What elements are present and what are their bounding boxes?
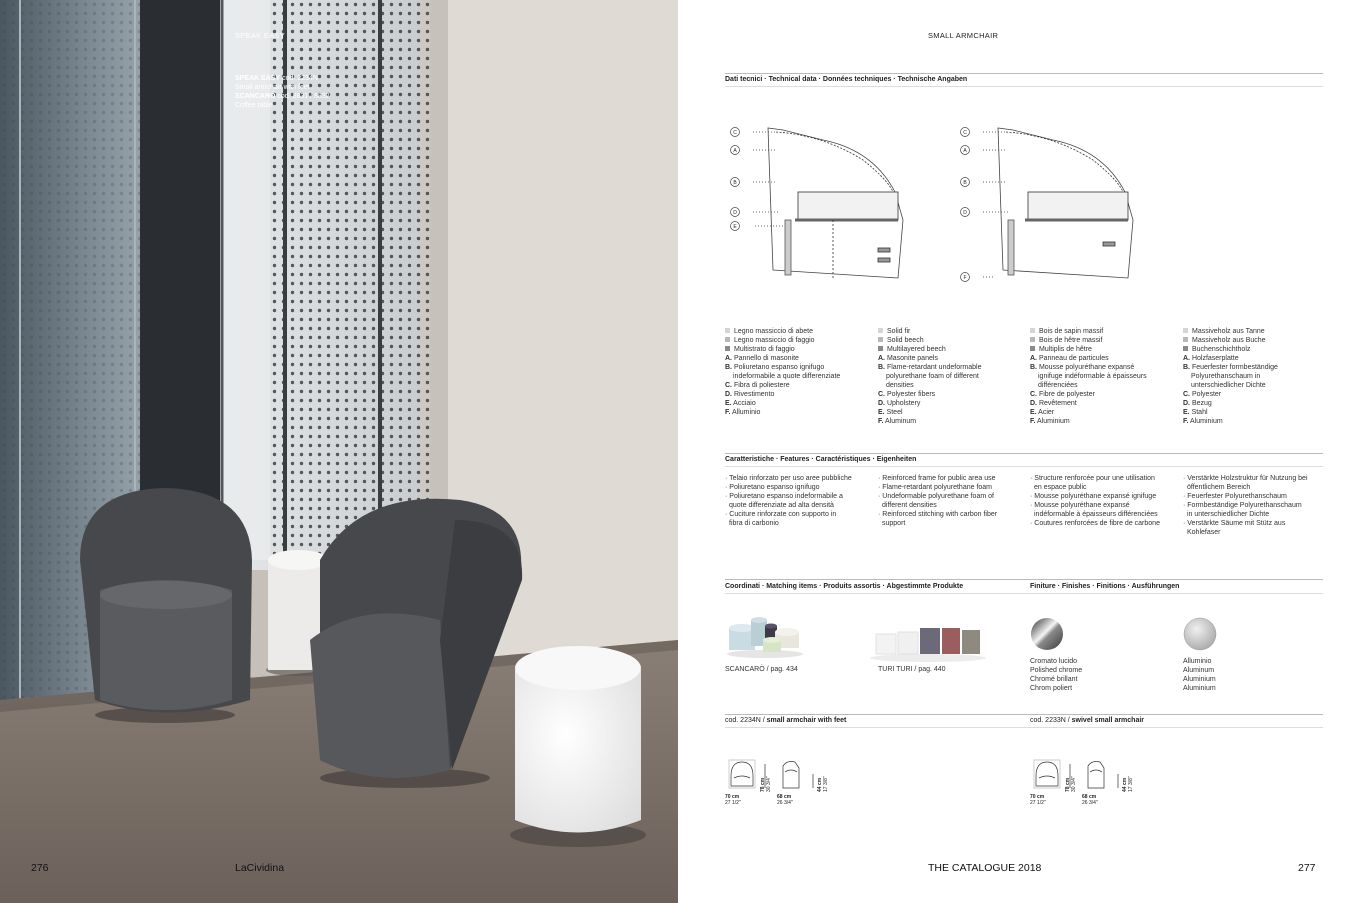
material-label: Legno massiccio di abete [734, 328, 813, 335]
marker-b-right: B [963, 180, 967, 186]
feature-line-cont: quote differenziate ad alta densità [729, 502, 834, 509]
material-key: E. [878, 409, 885, 416]
dim-seat-cm: 44 cm [817, 777, 823, 792]
feature-item: · Flame-retardant polyurethane foam [878, 484, 992, 491]
material-label: Multilayered beech [887, 346, 946, 353]
material-wood-item [1183, 336, 1328, 345]
material-label: Flame-retardant undeformable [885, 364, 982, 371]
materials-en [878, 327, 1023, 426]
photo-caption [235, 74, 330, 110]
dim-width-2234n [725, 794, 741, 806]
dim-width-in: 27 1/2" [1030, 800, 1046, 806]
material-key: A. [1183, 355, 1190, 362]
divider [725, 466, 1323, 467]
feature-line-cont: Kohlefaser [1187, 529, 1221, 536]
dim-height-in: 30 3/4" [766, 776, 772, 792]
material-key: F. [1030, 418, 1036, 425]
feature-item: · Feuerfester Polyurethanschaum [1183, 493, 1287, 500]
material-label: Mousse polyuréthane expansé [1037, 364, 1135, 371]
finish-chrome-de: Chrom poliert [1030, 685, 1073, 692]
feature-item: · Reinforced frame for public area use [878, 475, 996, 482]
feature-item: · Mousse polyuréthane expansé [1030, 502, 1130, 509]
material-label: Fibre de polyester [1037, 391, 1095, 398]
material-item [725, 363, 870, 372]
features-title: Caratteristiche · Features · Caractéristiques · Eigenheiten [725, 456, 917, 463]
code-2233n-name: swivel small armchair [1071, 717, 1145, 724]
feature-line-cont: indéformable à épaisseurs différenciées [1034, 511, 1158, 518]
material-line-cont: Polyurethanschaum in [1191, 373, 1261, 380]
material-line-cont: unterschiedlicher Dichte [1191, 382, 1266, 389]
material-swatch [878, 328, 883, 333]
page-number-right: 277 [1298, 862, 1316, 874]
dim-seat-2233n [1122, 776, 1134, 792]
material-wood-item [878, 327, 1023, 336]
material-item [878, 417, 1023, 426]
material-label: Pannello di masonite [732, 355, 799, 362]
marker-a-right: A [963, 148, 967, 154]
material-key: D. [1183, 400, 1190, 407]
finish-alu-de: Aluminium [1183, 685, 1216, 692]
material-wood-item [725, 327, 870, 336]
material-line-cont: différenciées [1038, 382, 1078, 389]
feature-item: · Undeformable polyurethane foam of [878, 493, 994, 500]
finish-chrome-it: Cromato lucido [1030, 658, 1078, 665]
aluminum-swatch [1183, 617, 1217, 651]
dim-depth-cm: 68 cm [1082, 794, 1097, 800]
material-item [1030, 354, 1175, 363]
material-label: Alluminio [730, 409, 761, 416]
material-item [725, 381, 870, 390]
material-label: Multistrato di faggio [734, 346, 795, 353]
material-key: C. [878, 391, 885, 398]
material-label: Masonite panels [885, 355, 938, 362]
dim-width-cm: 70 cm [1030, 794, 1045, 800]
marker-a-left: A [733, 148, 737, 154]
material-item [1183, 354, 1328, 363]
material-swatch [1183, 337, 1188, 342]
material-wood-item [1030, 336, 1175, 345]
material-label: Bois de hêtre massif [1039, 337, 1103, 344]
dim-height-in: 30 3/4" [1071, 776, 1077, 792]
material-label: Holzfaserplatte [1190, 355, 1239, 362]
finish-aluminum-text [1183, 657, 1216, 693]
feature-item: · Poliuretano espanso ignifugo [725, 484, 820, 491]
feature-line-cont: support [882, 520, 906, 527]
feature-line-cont: öffentlichem Bereich [1187, 484, 1251, 491]
material-label: Acciaio [731, 400, 756, 407]
material-key: B. [1030, 364, 1037, 371]
material-wood-item [1030, 345, 1175, 354]
marker-e-left: E [733, 224, 737, 230]
material-item [878, 363, 1023, 372]
finish-chrome-fr: Chromé brillant [1030, 676, 1078, 683]
material-label: Upholstery [885, 400, 921, 407]
finishes-title: Finiture · Finishes · Finitions · Ausführungen [1030, 583, 1180, 590]
material-line-cont: densities [886, 382, 914, 389]
caption-product-name: SPEAK EASY [235, 75, 281, 82]
divider [725, 86, 1323, 87]
material-key: B. [1183, 364, 1190, 371]
material-line-cont: indeformabile a quote differenziate [733, 373, 841, 380]
dim-height-cm: 78 cm [760, 777, 766, 792]
matching-items-title: Coordinati · Matching items · Produits assortis · Abgestimmte Produkte [725, 583, 964, 590]
material-label: Solid beech [887, 337, 924, 344]
technical-data-title: Dati tecnici · Technical data · Données techniques · Technische Angaben [725, 76, 968, 83]
material-wood-item [725, 345, 870, 354]
material-item [1183, 408, 1328, 417]
material-line-cont: ignifuge indéformable à épaisseurs [1038, 373, 1147, 380]
features-de [1183, 474, 1308, 537]
material-key: C. [1183, 391, 1190, 398]
feature-item: · Cuciture rinforzate con supporto in [725, 511, 837, 518]
material-label: Revêtement [1037, 400, 1077, 407]
material-label: Polyester [1190, 391, 1222, 398]
divider [725, 593, 1323, 594]
dim-width-in: 27 1/2" [725, 800, 741, 806]
material-key: F. [1183, 418, 1189, 425]
material-swatch [725, 346, 730, 351]
code-2234n-label [725, 717, 846, 724]
feature-line-cont: different densities [882, 502, 937, 509]
material-item [1183, 399, 1328, 408]
material-swatch [725, 328, 730, 333]
feature-item: · Telaio rinforzato per uso aree pubbliche [725, 475, 852, 482]
feature-line-cont: in unterschiedlicher Dichte [1187, 511, 1270, 518]
page-number-left: 276 [31, 862, 49, 874]
material-item [1030, 363, 1175, 372]
finish-alu-it: Alluminio [1183, 658, 1212, 665]
section-drawing-left [753, 128, 903, 280]
spec-page [678, 0, 1355, 903]
dim-height-2233n [1065, 776, 1077, 792]
dim-seat-in: 17 3/8" [823, 776, 829, 792]
material-item [1183, 417, 1328, 426]
marker-c-left: C [733, 130, 737, 136]
catalogue-title: THE CATALOGUE 2018 [928, 862, 1042, 874]
feature-item: · Mousse polyuréthane expansé ignifuge [1030, 493, 1157, 500]
material-label: Aluminum [883, 418, 917, 425]
material-label: Fibra di poliestere [732, 382, 790, 389]
material-item [725, 354, 870, 363]
feature-item: · Reinforced stitching with carbon fiber [878, 511, 998, 518]
finish-alu-fr: Aluminium [1183, 676, 1216, 683]
features-fr [1030, 474, 1160, 528]
material-label: Polyester fibers [885, 391, 936, 398]
material-label: Multiplis de hêtre [1039, 346, 1092, 353]
material-key: E. [1030, 409, 1037, 416]
technical-drawings [723, 120, 1163, 290]
dim-depth-2234n [777, 794, 793, 806]
caption-table-desc: Coffee table [235, 102, 273, 109]
dim-depth-2233n [1082, 794, 1098, 806]
material-label: Feuerfester formbeständige [1190, 364, 1278, 371]
matching-item-scancaro: SCANCARÒ / pag. 434 [725, 666, 798, 673]
polished-chrome-swatch [1030, 617, 1064, 651]
material-key: C. [1030, 391, 1037, 398]
material-item [1030, 390, 1175, 399]
divider [725, 727, 1323, 728]
marker-d-left: D [733, 210, 737, 216]
dim-seat-cm: 44 cm [1122, 777, 1128, 792]
material-item [1183, 363, 1328, 372]
material-wood-item [1030, 327, 1175, 336]
material-label: Stahl [1189, 409, 1208, 416]
material-line-cont: polyurethane foam of different [886, 373, 979, 380]
material-label: Massiveholz aus Tanne [1192, 328, 1265, 335]
material-item [725, 390, 870, 399]
material-label: Aluminium [1188, 418, 1223, 425]
caption-product-code: cod. 2234N [280, 75, 318, 82]
material-wood-item [1183, 327, 1328, 336]
material-item [725, 399, 870, 408]
dim-seat-2234n [817, 776, 829, 792]
dim-depth-in: 26 3/4" [1082, 800, 1098, 806]
materials-it [725, 327, 870, 417]
dim-depth-in: 26 3/4" [777, 800, 793, 806]
material-swatch [878, 337, 883, 342]
dim-height-cm: 78 cm [1065, 777, 1071, 792]
material-key: B. [725, 364, 732, 371]
material-label: Panneau de particules [1037, 355, 1109, 362]
turi-turi-thumbnail [868, 620, 988, 662]
caption-table-name: SCANCARÒ [235, 93, 276, 100]
material-swatch [1030, 346, 1035, 351]
brand-name: LaCividina [235, 862, 285, 874]
dim-height-2234n [760, 776, 772, 792]
material-label: Aluminium [1035, 418, 1070, 425]
divider [725, 453, 1323, 454]
material-label: Buchenschichtholz [1192, 346, 1251, 353]
material-label: Poliuretano espanso ignifugo [732, 364, 825, 371]
materials-fr [1030, 327, 1175, 426]
caption-product-desc: Small armchair with feet [235, 84, 310, 91]
material-item [1183, 390, 1328, 399]
material-swatch [1030, 328, 1035, 333]
material-key: A. [878, 355, 885, 362]
feature-line-cont: en espace public [1034, 484, 1087, 491]
feature-item: · Poliuretano espanso indeformabile a [725, 493, 843, 500]
code-2233n: cod. 2233N / [1030, 717, 1072, 724]
material-label: Rivestimento [732, 391, 775, 398]
material-label: Bois de sapin massif [1039, 328, 1104, 335]
marker-f-right: F [963, 275, 967, 281]
scancaro-thumbnail [725, 610, 805, 660]
features-en [878, 474, 997, 528]
dim-depth-cm: 68 cm [777, 794, 792, 800]
material-label: Acier [1036, 409, 1055, 416]
finish-chrome-text [1030, 657, 1082, 693]
material-label: Solid fir [887, 328, 911, 335]
material-key: F. [725, 409, 731, 416]
divider [725, 579, 1323, 580]
marker-d-right: D [963, 210, 967, 216]
feature-item: · Structure renforcée pour une utilisation [1030, 475, 1155, 482]
material-swatch [878, 346, 883, 351]
material-swatch [1030, 337, 1035, 342]
material-key: A. [1030, 355, 1037, 362]
material-item [725, 408, 870, 417]
material-swatch [725, 337, 730, 342]
divider [725, 73, 1323, 74]
material-key: A. [725, 355, 732, 362]
material-label: Steel [884, 409, 903, 416]
dim-seat-in: 17 3/8" [1128, 776, 1134, 792]
feature-item: · Coutures renforcées de fibre de carbone [1030, 520, 1160, 527]
material-label: Legno massiccio di faggio [734, 337, 815, 344]
material-item [878, 399, 1023, 408]
feature-line-cont: fibra di carbonio [729, 520, 779, 527]
material-key: E. [1183, 409, 1190, 416]
material-wood-item [725, 336, 870, 345]
material-key: B. [878, 364, 885, 371]
dim-width-cm: 70 cm [725, 794, 740, 800]
material-wood-item [1183, 345, 1328, 354]
material-item [1030, 417, 1175, 426]
material-item [878, 408, 1023, 417]
marker-b-left: B [733, 180, 737, 186]
material-key: D. [1030, 400, 1037, 407]
code-2233n-label [1030, 717, 1144, 724]
material-key: D. [725, 391, 732, 398]
code-2234n-name: small armchair with feet [766, 717, 847, 724]
feature-item: · Formbeständige Polyurethanschaum [1183, 502, 1302, 509]
caption-table-code: cod. 8831 / 8832 [275, 93, 330, 100]
finish-alu-en: Aluminum [1183, 667, 1215, 674]
material-key: C. [725, 382, 732, 389]
features-it [725, 474, 852, 528]
material-item [1030, 399, 1175, 408]
section-drawing-right [983, 128, 1133, 278]
material-swatch [1183, 346, 1188, 351]
finish-chrome-en: Polished chrome [1030, 667, 1083, 674]
feature-item: · Verstärkte Holzstruktur für Nutzung bei [1183, 475, 1308, 482]
materials-de [1183, 327, 1328, 426]
material-label: Massiveholz aus Buche [1192, 337, 1266, 344]
material-key: E. [725, 400, 732, 407]
matching-item-turi-turi: TURI TURI / pag. 440 [878, 666, 946, 673]
photo-caption-title: SPEAK EASY [235, 31, 286, 40]
material-item [878, 354, 1023, 363]
material-swatch [1183, 328, 1188, 333]
material-label: Bezug [1190, 400, 1212, 407]
page-header: SMALL ARMCHAIR [928, 31, 999, 40]
divider [725, 714, 1323, 715]
material-key: F. [878, 418, 884, 425]
dim-width-2233n [1030, 794, 1046, 806]
material-wood-item [878, 336, 1023, 345]
material-item [878, 390, 1023, 399]
material-item [1030, 408, 1175, 417]
feature-item: · Verstärkte Säume mit Stütz aus [1183, 520, 1286, 527]
material-wood-item [878, 345, 1023, 354]
marker-c-right: C [963, 130, 967, 136]
code-2234n: cod. 2234N / [725, 717, 767, 724]
material-key: D. [878, 400, 885, 407]
